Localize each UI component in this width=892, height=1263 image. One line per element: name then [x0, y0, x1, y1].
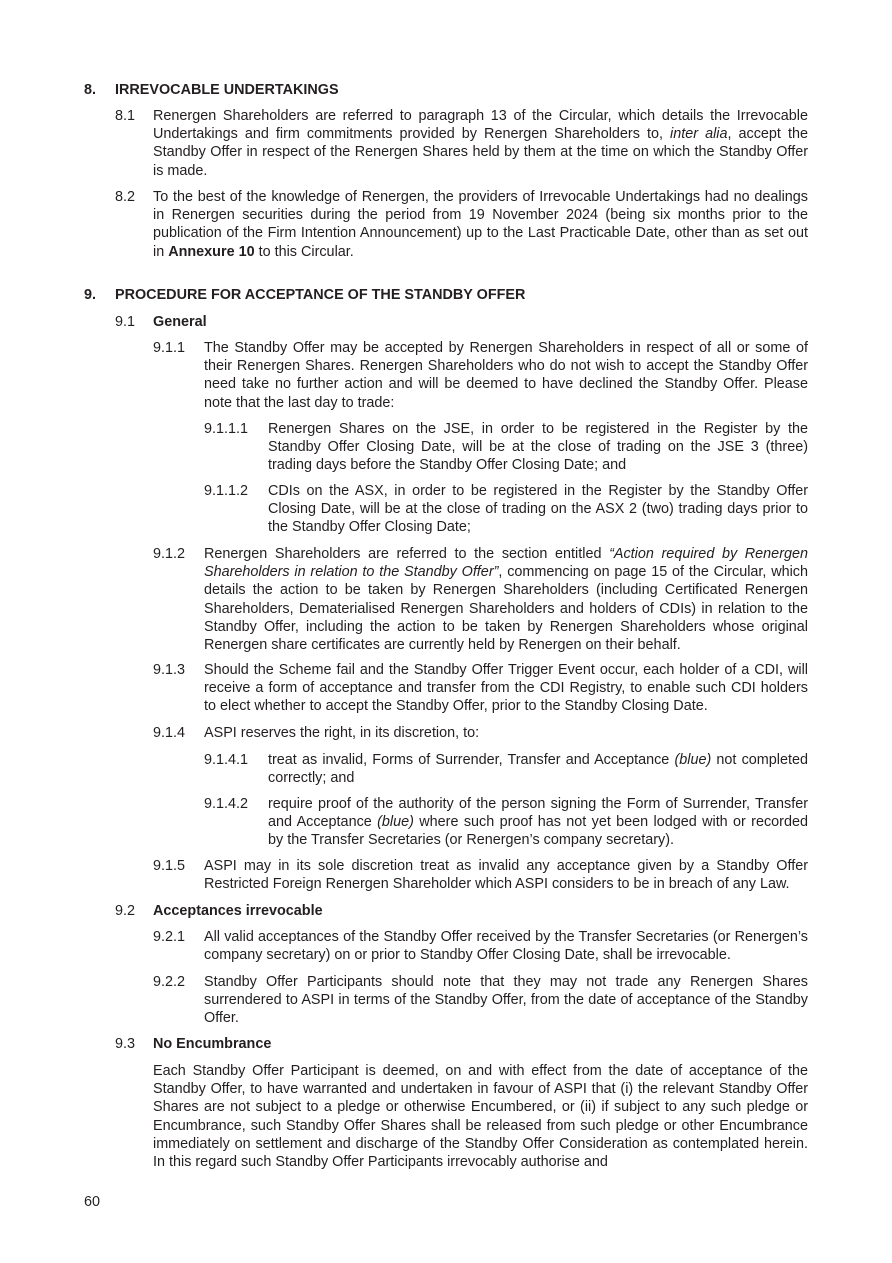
paragraph-8-2-number: 8.2 [115, 189, 136, 205]
paragraph-8-2-text-c: to this Circular. [254, 243, 354, 260]
paragraph-9-1-5-text: ASPI may in its sole discretion treat as invalid any acceptance given by a Standby Offer Restricted Foreign Renergen Shareholder which ASPI considers to be in breach of any Law. [204, 858, 808, 893]
paragraph-9-1-1 [153, 339, 808, 412]
paragraph-9-2-1-number: 9.2.1 [153, 929, 186, 945]
paragraph-9-2-2-number: 9.2.2 [153, 974, 186, 990]
paragraph-9-1-4-2-italic: (blue) [377, 814, 414, 831]
paragraph-9-1-4-1 [204, 751, 808, 787]
section-9-number: 9. [84, 287, 97, 303]
paragraph-9-1-4-number: 9.1.4 [153, 725, 186, 741]
paragraph-9-1-1-2-number: 9.1.1.2 [204, 483, 249, 499]
paragraph-9-3-text: Each Standby Offer Participant is deemed, on and with effect from the date of acceptance of the Standby Offer, to have warranted and undertaken in favour of ASPI that (i) the relevant Standby Offer Shares are not subject to a pledge or otherwise Encumbered, or (ii) if subject to any such pledge or Encumbrance, such Standby Offer Shares shall be released from such pledge or other Encumbrance immediately on settlement and discharge of the Standby Offer Consideration as contemplated herein. In this regard such Standby Offer Participants irrevocably authorise and [153, 1063, 808, 1171]
paragraph-9-1-4-1-number: 9.1.4.1 [204, 752, 249, 768]
paragraph-9-2-2 [153, 973, 808, 1028]
paragraph-9-1-1-2 [204, 482, 808, 537]
paragraph-9-1-5 [153, 857, 808, 893]
paragraph-9-1-2-text [204, 545, 808, 654]
paragraph-9-1-2-text-b: , commencing on page 15 of the Circular, which details the action to be taken by Renergen Shareholders (including Certificated Renergen Shareholders, Dematerialised Renergen Shareholders and holders of CDIs) in relation to the Standby Offer, including the action to be taken by Renergen Shareholders whose original Renergen share certificates are currently held by Renergen on their behalf. [204, 564, 809, 654]
section-9-title: PROCEDURE FOR ACCEPTANCE OF THE STANDBY OFFER [115, 287, 526, 303]
page-number: 60 [84, 1194, 101, 1210]
section-8-title: IRREVOCABLE UNDERTAKINGS [115, 82, 339, 98]
paragraph-9-1-1-2-text: CDIs on the ASX, in order to be registered in the Register by the Standby Offer Closing Date, will be at the close of trading on the ASX 2 (two) trading days prior to the Standby Offer Closing Date; [268, 483, 808, 536]
subsection-9-3-heading [115, 1035, 808, 1053]
subsection-9-2-heading [115, 902, 808, 920]
paragraph-9-2-2-text: Standby Offer Participants should note that they may not trade any Renergen Shares surrendered to ASPI in terms of the Standby Offer, from the date of acceptance of the Standby Offer. [204, 974, 808, 1027]
paragraph-9-2-1-text: All valid acceptances of the Standby Offer received by the Transfer Secretaries (or Renergen’s company secretary) on or prior to Standby Offer Closing Date, shall be irrevocable. [204, 929, 808, 964]
paragraph-9-1-3 [153, 661, 808, 716]
paragraph-8-2-text-a: To the best of the knowledge of Renergen, the providers of Irrevocable Undertakings had no dealings in Renergen securities during the period from 19 November 2024 (being six months prior to the publication of the Firm Intention Announcement) up to the Last Practicable Date, other than as set out in [153, 189, 808, 260]
section-8-heading [84, 81, 808, 99]
subsection-9-3-title: No Encumbrance [153, 1036, 272, 1052]
subsection-9-1-title: General [153, 314, 207, 330]
paragraph-9-1-4-2-text-a: require proof of the authority of the person signing the Form of Surrender, Transfer and Acceptance [268, 796, 808, 831]
paragraph-9-1-4-1-text-a: treat as invalid, Forms of Surrender, Transfer and Acceptance [268, 752, 675, 768]
paragraph-9-1-1-1-text: Renergen Shares on the JSE, in order to be registered in the Register by the Standby Offer Closing Date, will be at the close of trading on the JSE 3 (three) trading days before the Standby Offer Closing Date; and [268, 421, 808, 474]
section-9-heading [84, 286, 808, 304]
paragraph-9-1-3-number: 9.1.3 [153, 662, 186, 678]
paragraph-9-1-2 [153, 545, 808, 654]
paragraph-9-1-1-1-number: 9.1.1.1 [204, 421, 249, 437]
paragraph-9-1-1-1 [204, 420, 808, 475]
paragraph-8-1-italic: inter alia [670, 126, 728, 143]
paragraph-9-1-4 [153, 724, 808, 742]
paragraph-9-1-2-text-a: Renergen Shareholders are referred to the section entitled [204, 546, 610, 562]
section-8-number: 8. [84, 82, 97, 98]
paragraph-8-1-number: 8.1 [115, 108, 136, 124]
paragraph-9-2-1 [153, 928, 808, 964]
subsection-9-1-number: 9.1 [115, 314, 136, 330]
paragraph-9-1-1-number: 9.1.1 [153, 340, 186, 356]
paragraph-8-1-text-a: Renergen Shareholders are referred to paragraph 13 of the Circular, which details the Irrevocable Undertakings and firm commitments provided by Renergen Shareholders to, [153, 108, 808, 143]
paragraph-8-1-text [153, 107, 808, 180]
paragraph-8-1 [115, 107, 808, 180]
paragraph-9-1-4-1-italic: (blue) [674, 752, 712, 768]
annexure-reference: Annexure 10 [168, 243, 255, 260]
subsection-9-3-number: 9.3 [115, 1036, 136, 1052]
paragraph-8-2 [115, 188, 808, 261]
subsection-9-2-title: Acceptances irrevocable [153, 903, 323, 919]
paragraph-9-1-4-1-text [268, 751, 808, 787]
paragraph-9-1-1-text: The Standby Offer may be accepted by Renergen Shareholders in respect of all or some of their Renergen Shares. Renergen Shareholders who do not wish to accept the Standby Offer need take no further action and will be deemed to have declined the Standby Offer. Please note that the last day to trade: [204, 340, 808, 411]
paragraph-9-1-3-text: Should the Scheme fail and the Standby Offer Trigger Event occur, each holder of a CDI, will receive a form of acceptance and transfer from the CDI Registry, to enable such CDI holders to elect whether to accept the Standby Offer, prior to the Standby Closing Date. [204, 662, 808, 715]
paragraph-9-1-4-2 [204, 795, 808, 850]
paragraph-9-1-4-2-text-b: where such proof has not yet been lodged with or recorded by the Transfer Secretaries (or Renergen’s company secretary). [268, 814, 808, 849]
paragraph-9-1-4-2-text [268, 795, 808, 850]
paragraph-9-1-2-number: 9.1.2 [153, 546, 186, 562]
paragraph-8-2-text [153, 188, 808, 261]
paragraph-9-3 [153, 1062, 808, 1171]
subsection-9-2-number: 9.2 [115, 903, 136, 919]
paragraph-9-1-4-1-text-b: not completed correctly; and [268, 752, 808, 787]
paragraph-9-1-4-2-number: 9.1.4.2 [204, 796, 249, 812]
paragraph-9-1-4-text: ASPI reserves the right, in its discretion, to: [204, 725, 480, 741]
paragraph-9-1-5-number: 9.1.5 [153, 858, 186, 874]
subsection-9-1-heading [115, 313, 808, 331]
paragraph-9-1-2-italic: “Action required by Renergen Shareholders in relation to the Standby Offer” [204, 546, 808, 581]
paragraph-8-1-text-b: , accept the Standby Offer in respect of the Renergen Shares held by them at the time on which the Standby Offer is made. [153, 126, 808, 179]
